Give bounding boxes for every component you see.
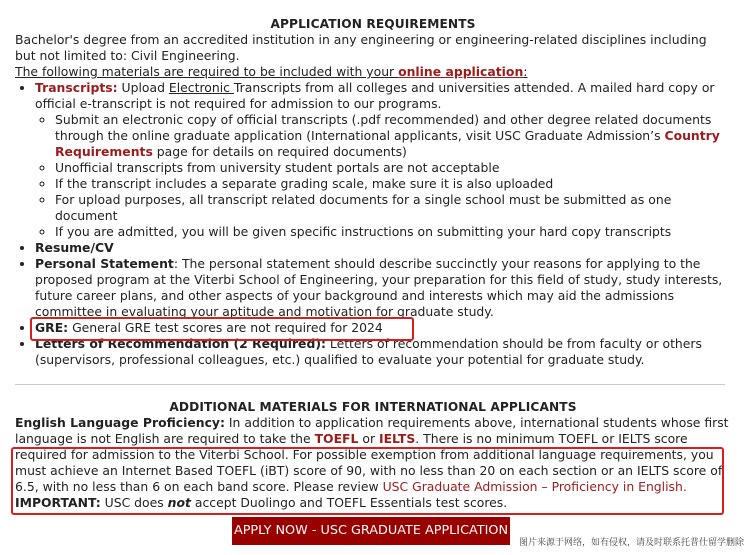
- list-item: ◦ If you are admitted, you will be given specific instructions on submitting your hard copy transcripts: [55, 224, 731, 240]
- gre-text: General GRE test scores are not required for 2024: [68, 320, 383, 335]
- important-not: not: [167, 495, 191, 510]
- elp-or: or: [358, 431, 379, 446]
- letters-label: Letters of Recommendation (2 Required):: [35, 336, 326, 351]
- section-title-international: ADDITIONAL MATERIALS FOR INTERNATIONAL APPLICANTS: [169, 400, 577, 414]
- important-text-a: USC does: [100, 495, 168, 510]
- important-text-b: accept Duolingo and TOEFL Essentials test scores.: [190, 495, 508, 510]
- highlight-box-english: [11, 447, 724, 515]
- transcripts-text-2: Transcripts from all colleges and universities attended. A mailed hard copy or official e-transcript is not required for admission to our programs.: [35, 80, 715, 111]
- sub1-text-b: page for details on required documents): [152, 144, 407, 159]
- elp-text-b: . There is no minimum TOEFL or IELTS score required for admission to the Viterbi School. For possible exemption from additional language requirements, you must achieve an Internet Based TOEFL (iBT) score of 90, with no less than 20 on each section or an IELTS score of 6.5, with no less than 6 on each band score. Please review: [15, 431, 723, 494]
- gre-label: GRE:: [35, 320, 69, 335]
- list-item: ◦ For upload purposes, all transcript related documents for a single school must be submitted as one document: [55, 192, 731, 224]
- transcripts-text-1: Upload: [117, 80, 169, 95]
- materials-suffix: :: [523, 64, 528, 79]
- proficiency-english-link[interactable]: USC Graduate Admission – Proficiency in English.: [382, 479, 687, 494]
- sub1-text-a: Submit an electronic copy of official transcripts (.pdf recommended) and other degree related documents through the online graduate application (International applicants, visit USC Graduate Admission’s: [55, 112, 712, 143]
- highlight-box-gre: [30, 317, 414, 341]
- list-item: ◦ If the transcript includes a separate grading scale, make sure it is also uploaded: [55, 176, 731, 192]
- content: [15, 16, 731, 511]
- important-label: IMPORTANT:: [15, 495, 101, 510]
- list-item-personal-statement: [35, 256, 731, 320]
- list-item: [55, 112, 731, 160]
- section-divider: [15, 384, 725, 385]
- online-application-link[interactable]: online application: [398, 64, 524, 79]
- country-requirements-link[interactable]: Country Requirements: [55, 128, 720, 159]
- personal-statement-label: Personal Statement: [35, 256, 174, 271]
- transcripts-electronic: Electronic: [168, 80, 234, 95]
- transcripts-label: Transcripts:: [35, 80, 118, 95]
- section-title-requirements: APPLICATION REQUIREMENTS: [270, 17, 476, 31]
- apply-now-button[interactable]: APPLY NOW - USC GRADUATE APPLICATION: [232, 517, 510, 545]
- watermark-text: 图片来源于网络，如有侵权，请及时联系托普仕留学删除: [518, 538, 744, 548]
- ielts-link[interactable]: IELTS: [378, 431, 416, 446]
- list-item-transcripts: [35, 80, 731, 240]
- materials-intro: [15, 64, 731, 80]
- resume-label: Resume/CV: [35, 240, 114, 255]
- list-item: ◦ Unofficial transcripts from university student portals are not acceptable: [55, 160, 731, 176]
- list-item-resume: [35, 240, 731, 256]
- toefl-link[interactable]: TOEFL: [314, 431, 359, 446]
- elp-text-a: In addition to application requirements above, international students whose first language is not English are required to take the: [15, 415, 729, 446]
- letters-text: Letters of recommendation should be from faculty or others (supervisors, professional colleagues, etc.) qualified to evaluate your potential for graduate study.: [35, 336, 702, 367]
- degree-requirement: Bachelor's degree from an accredited institution in any engineering or engineering-related disciplines including but not limited to: Civil Engineering.: [15, 32, 707, 63]
- transcripts-sublist: [35, 112, 731, 240]
- elp-label: English Language Proficiency:: [15, 415, 225, 430]
- personal-statement-text: : The personal statement should describe succinctly your reasons for applying to the proposed program at the Viterbi School of Engineering, your preparation for this field of study, study interests, future career plans, and other aspects of your background and interests which may aid the admissions committee in evaluating your aptitude and motivation for graduate study.: [35, 256, 723, 319]
- materials-prefix: The following materials are required to be included with your: [15, 64, 399, 79]
